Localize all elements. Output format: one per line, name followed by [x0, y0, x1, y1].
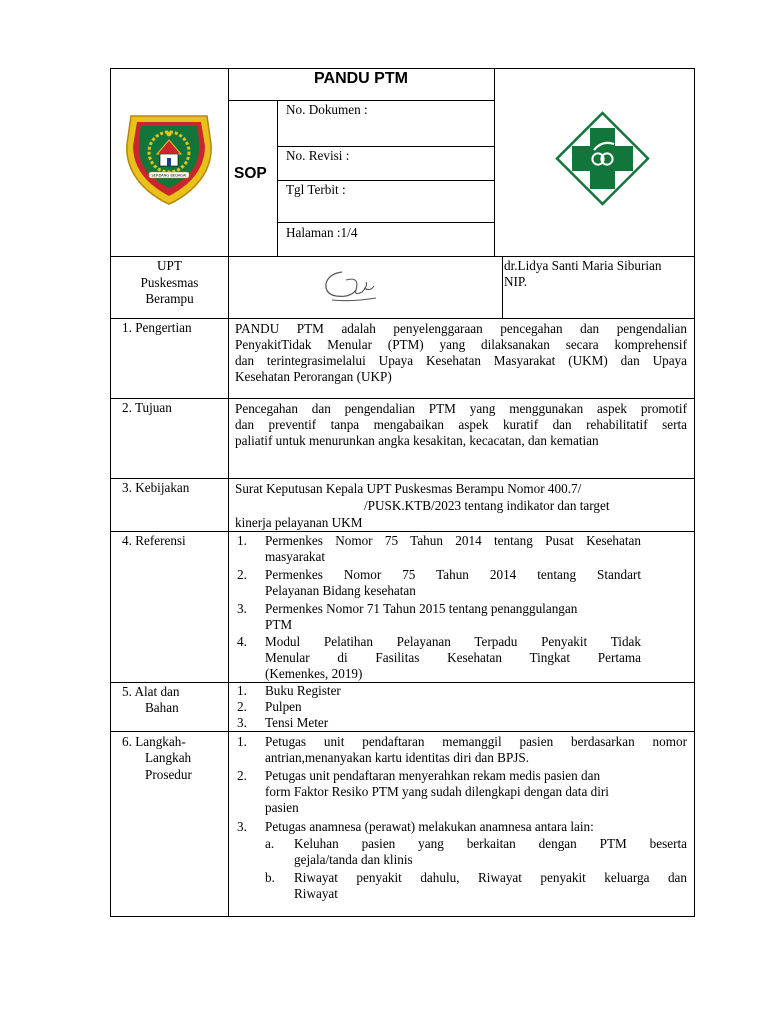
alat-num-1: 1.	[237, 683, 247, 698]
row-line-kebijakan	[110, 478, 695, 479]
referensi-num-1: 1.	[237, 533, 247, 548]
langkah-item-2-line-2: form Faktor Resiko PTM yang sudah dilengkapi dengan data diri	[265, 784, 609, 799]
table-border-left	[110, 68, 111, 917]
langkah-num-3: 3.	[237, 819, 247, 834]
pengertian-line-4: Kesehatan Perorangan (UKP)	[235, 369, 392, 384]
table-border-top	[110, 68, 695, 69]
tujuan-line-2: dan preventif tanpa mengabaikan aspek kuratif dan rehabilitatif serta	[235, 417, 687, 432]
sop-divider	[277, 100, 278, 256]
column-divider	[228, 68, 229, 917]
row-line-referensi	[110, 531, 695, 532]
row-line-signature	[110, 256, 695, 257]
org-line-3: Berampu	[145, 291, 194, 306]
signature-stroke-2	[332, 279, 376, 301]
table-border-bottom	[110, 916, 695, 917]
kebijakan-line-3: kinerja pelayanan UKM	[235, 515, 363, 530]
langkah-sub-b-num: b.	[265, 870, 275, 885]
puskesmas-logo-icon	[554, 110, 651, 207]
langkah-sub-b-line-2: Riwayat	[294, 886, 338, 901]
langkah-item-1-line-1: Petugas unit pendaftaran memanggil pasien berdasarkan nomor	[265, 734, 687, 749]
referensi-num-4: 4.	[237, 634, 247, 649]
revision-field: No. Revisi :	[286, 148, 350, 163]
langkah-sub-a-num: a.	[265, 836, 275, 851]
emblem-star	[167, 132, 172, 137]
langkah-label-line-2: Langkah	[145, 750, 192, 765]
referensi-item-3	[265, 601, 641, 633]
langkah-item-2-line-3: pasien	[265, 800, 299, 815]
langkah-item-3: Petugas anamnesa (perawat) melakukan anamnesa antara lain:	[265, 819, 594, 834]
referensi-num-2: 2.	[237, 567, 247, 582]
emblem-ribbon-text: SERDANG BEDAGAI	[151, 173, 187, 178]
alat-label-line-1: 5. Alat dan	[122, 684, 180, 699]
kebijakan-label: 3. Kebijakan	[122, 480, 190, 495]
pengertian-line-2: PenyakitTidak Menular (PTM) yang dilaksanakan secara komprehensif	[235, 337, 687, 352]
alat-item-2: Pulpen	[265, 699, 302, 714]
row-line-alat	[110, 682, 695, 683]
langkah-sub-a-line-1: Keluhan pasien yang berkaitan dengan PTM beserta	[294, 836, 687, 851]
row-line-langkah	[110, 731, 695, 732]
referensi-item-1	[265, 533, 641, 565]
document-title: PANDU PTM	[314, 70, 408, 87]
row-line-tujuan	[110, 398, 695, 399]
referensi-label: 4. Referensi	[122, 533, 186, 548]
pengertian-line-1: PANDU PTM adalah penyelenggaraan pencegahan dan pengendalian	[235, 321, 687, 336]
referensi-item-3-line-2: PTM	[265, 617, 293, 632]
langkah-sub-b	[294, 870, 687, 902]
langkah-num-2: 2.	[237, 768, 247, 783]
sop-document	[110, 68, 695, 917]
alat-num-2: 2.	[237, 699, 247, 714]
referensi-item-1-line-2: masyarakat	[265, 549, 326, 564]
org-line-1: UPT	[157, 258, 182, 273]
signer-nip: NIP.	[504, 274, 528, 289]
head-signature	[316, 266, 388, 306]
langkah-label-line-3: Prosedur	[145, 767, 192, 782]
tujuan-label: 2. Tujuan	[122, 400, 172, 415]
table-border-right	[694, 68, 695, 917]
referensi-item-4-line-1: Modul Pelatihan Pelayanan Terpadu Penyakit Tidak	[265, 634, 641, 649]
langkah-num-1: 1.	[237, 734, 247, 749]
langkah-sub-b-line-1: Riwayat penyakit dahulu, Riwayat penyakit keluarga dan	[294, 870, 687, 885]
tujuan-text	[235, 401, 687, 449]
alat-num-3: 3.	[237, 715, 247, 730]
langkah-sub-a	[294, 836, 687, 868]
emblem-house-door	[167, 158, 171, 166]
tujuan-line-1: Pencegahan dan pengendalian PTM yang menggunakan aspek promotif	[235, 401, 687, 416]
langkah-item-1-line-2: antrian,menanyakan kartu identitas diri dan BPJS.	[265, 750, 530, 765]
referensi-item-1-line-1: Permenkes Nomor 75 Tahun 2014 tentang Pusat Kesehatan	[265, 533, 641, 548]
alat-item-3: Tensi Meter	[265, 715, 329, 730]
doc-no-underline	[277, 146, 495, 147]
langkah-item-1	[265, 734, 687, 766]
header-right-divider	[494, 68, 495, 256]
doc-no-field: No. Dokumen :	[286, 102, 368, 117]
referensi-item-2-line-2: Pelayanan Bidang kesehatan	[265, 583, 416, 598]
sop-label: SOP	[234, 165, 267, 182]
org-name	[111, 258, 228, 308]
pengertian-text	[235, 321, 687, 385]
referensi-item-2	[265, 567, 641, 599]
langkah-item-2	[265, 768, 687, 816]
regency-logo-emblem	[123, 110, 215, 206]
referensi-item-3-line-1: Permenkes Nomor 71 Tahun 2015 tentang penanggulangan	[265, 601, 578, 616]
date-underline	[277, 222, 495, 223]
pengertian-label: 1. Pengertian	[122, 320, 192, 335]
row-line-pengertian	[110, 318, 695, 319]
referensi-item-4-line-2: Menular di Fasilitas Kesehatan Tingkat Pertama	[265, 650, 641, 665]
kebijakan-line-2: /PUSK.KTB/2023 tentang indikator dan target	[364, 498, 610, 513]
alat-label-line-2: Bahan	[145, 700, 179, 715]
langkah-sub-a-line-2: gejala/tanda dan klinis	[294, 852, 413, 867]
signature-divider	[502, 256, 503, 318]
pengertian-line-3: dan terintegrasimelalui Upaya Kesehatan Masyarakat (UKM) dan Upaya	[235, 353, 687, 368]
langkah-label-line-1: 6. Langkah-	[122, 734, 186, 749]
tujuan-line-3: paliatif untuk menurunkan angka kesakitan, kecacatan, dan kematian	[235, 433, 599, 448]
referensi-num-3: 3.	[237, 601, 247, 616]
signer-name: dr.Lidya Santi Maria Siburian	[504, 258, 662, 273]
signature-stroke-1	[326, 272, 356, 296]
page-field: Halaman :1/4	[286, 225, 358, 240]
org-line-2: Puskesmas	[140, 274, 199, 290]
langkah-item-2-line-1: Petugas unit pendaftaran menyerahkan rekam medis pasien dan	[265, 768, 601, 783]
referensi-item-4-line-3: (Kemenkes, 2019)	[265, 666, 363, 681]
revision-underline	[277, 180, 495, 181]
referensi-item-4	[265, 634, 641, 682]
issue-date-field: Tgl Terbit :	[286, 182, 346, 197]
referensi-item-2-line-1: Permenkes Nomor 75 Tahun 2014 tentang Standart	[265, 567, 641, 582]
kebijakan-line-1: Surat Keputusan Kepala UPT Puskesmas Berampu Nomor 400.7/	[235, 481, 582, 496]
alat-item-1: Buku Register	[265, 683, 341, 698]
title-underline	[228, 100, 495, 101]
